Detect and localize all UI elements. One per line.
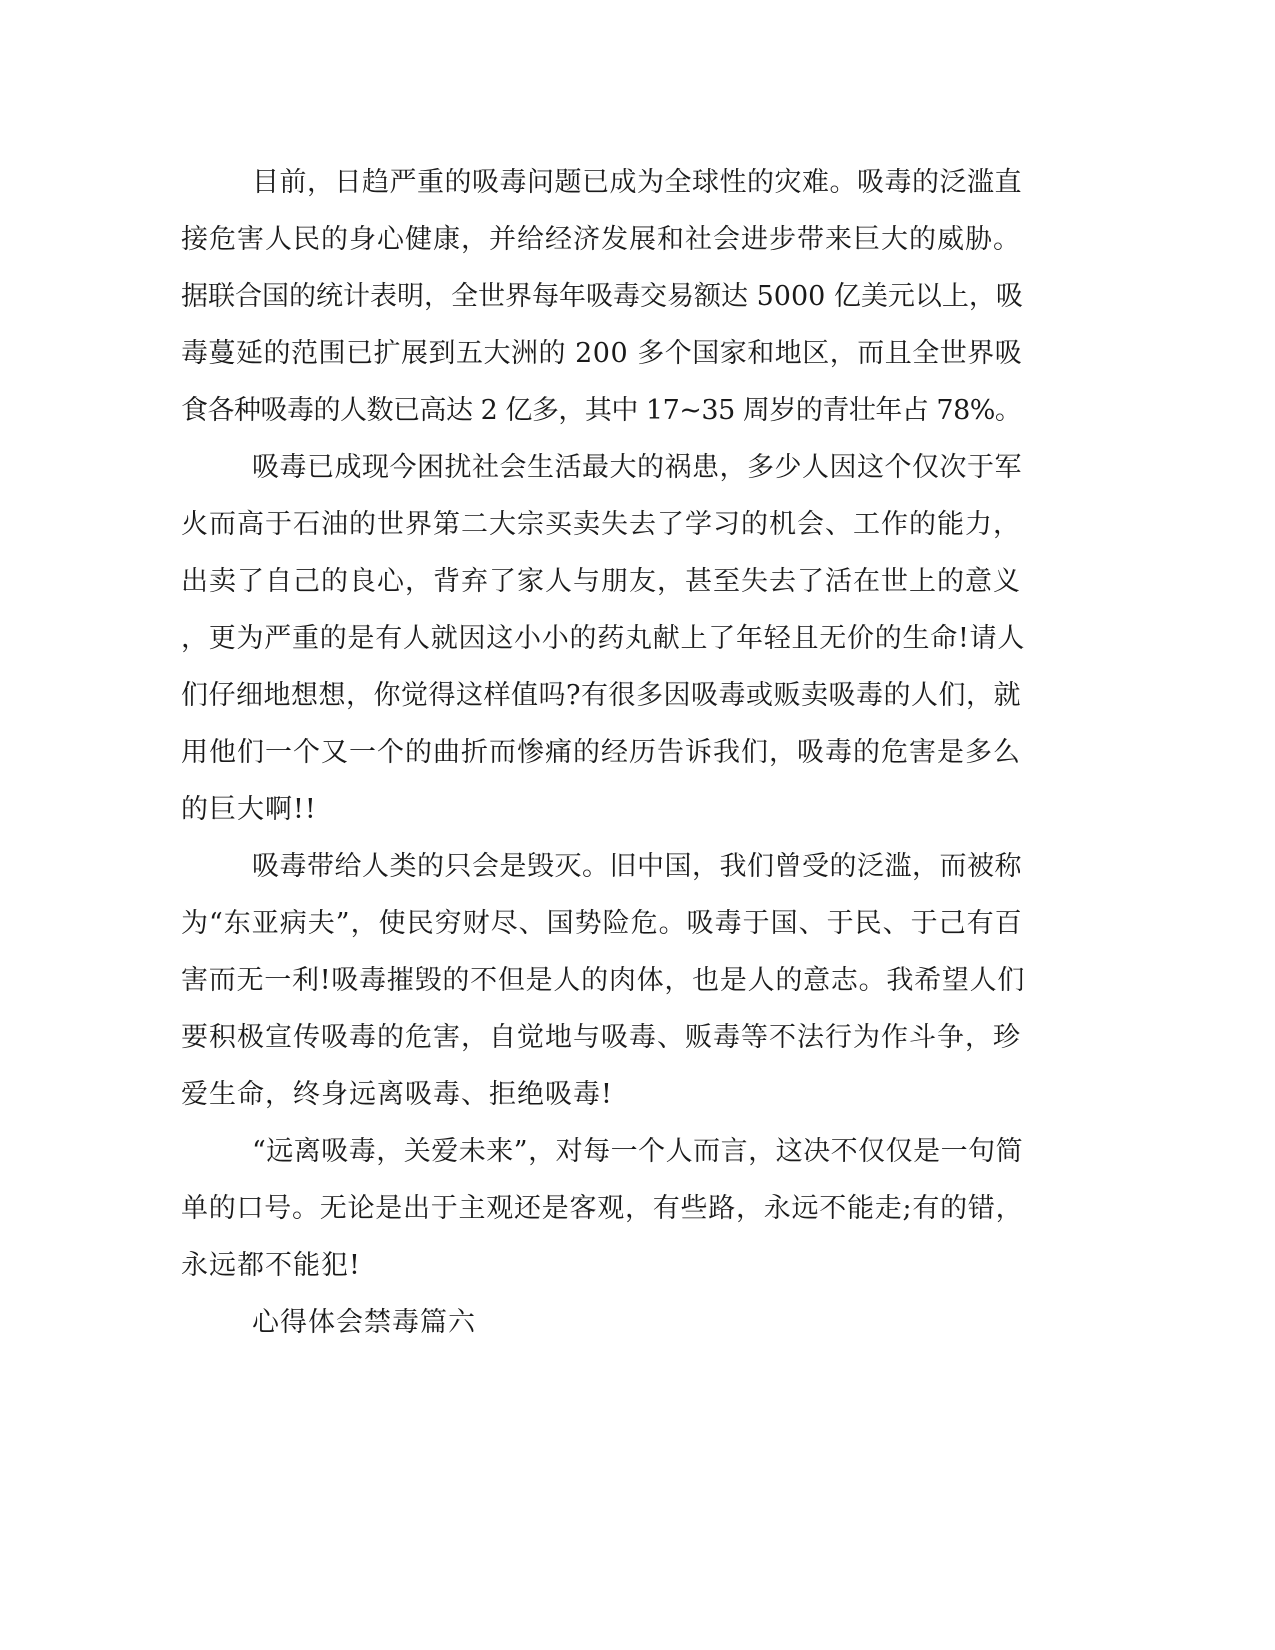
text-line: 吸毒已成现今困扰社会生活最大的祸患，多少人因这个仅次于军 <box>252 452 1022 483</box>
text-line: 永远都不能犯! <box>181 1250 361 1281</box>
text-line: 食各种吸毒的人数已高达 2 亿多，其中 17~35 周岁的青壮年占 78%。 <box>181 395 1022 426</box>
text-line: “远离吸毒，关爱未来”，对每一个人而言，这决不仅仅是一句简 <box>252 1136 1024 1167</box>
text-line: 们仔细地想想，你觉得这样值吗?有很多因吸毒或贩卖吸毒的人们，就 <box>181 680 1021 711</box>
text-line: 用他们一个又一个的曲折而惨痛的经历告诉我们，吸毒的危害是多么 <box>181 737 1021 768</box>
text-line: 为“东亚病夫”，使民穷财尽、国势险危。吸毒于国、于民、于己有百 <box>181 908 1023 939</box>
text-line: 吸毒带给人类的只会是毁灭。旧中国，我们曾受的泛滥，而被称 <box>252 851 1022 882</box>
text-line: ，更为严重的是有人就因这小小的药丸献上了年轻且无价的生命!请人 <box>181 623 1026 654</box>
section-heading: 心得体会禁毒篇六 <box>252 1307 476 1338</box>
text-line: 目前，日趋严重的吸毒问题已成为全球性的灾难。吸毒的泛滥直 <box>252 167 1022 198</box>
text-line: 害而无一利!吸毒摧毁的不但是人的肉体，也是人的意志。我希望人们 <box>181 965 1026 996</box>
text-line: 毒蔓延的范围已扩展到五大洲的 200 多个国家和地区，而且全世界吸 <box>181 338 1023 369</box>
text-line: 据联合国的统计表明，全世界每年吸毒交易额达 5000 亿美元以上，吸 <box>181 281 1023 312</box>
text-line: 单的口号。无论是出于主观还是客观，有些路，永远不能走;有的错， <box>181 1193 1024 1224</box>
text-line: 要积极宣传吸毒的危害，自觉地与吸毒、贩毒等不法行为作斗争，珍 <box>181 1022 1021 1053</box>
text-line: 的巨大啊!! <box>181 794 317 825</box>
text-line: 火而高于石油的世界第二大宗买卖失去了学习的机会、工作的能力， <box>181 509 1021 540</box>
text-line: 出卖了自己的良心，背弃了家人与朋友，甚至失去了活在世上的意义 <box>181 566 1021 597</box>
text-line: 爱生命，终身远离吸毒、拒绝吸毒! <box>181 1079 613 1110</box>
text-line: 接危害人民的身心健康，并给经济发展和社会进步带来巨大的威胁。 <box>181 224 1021 255</box>
